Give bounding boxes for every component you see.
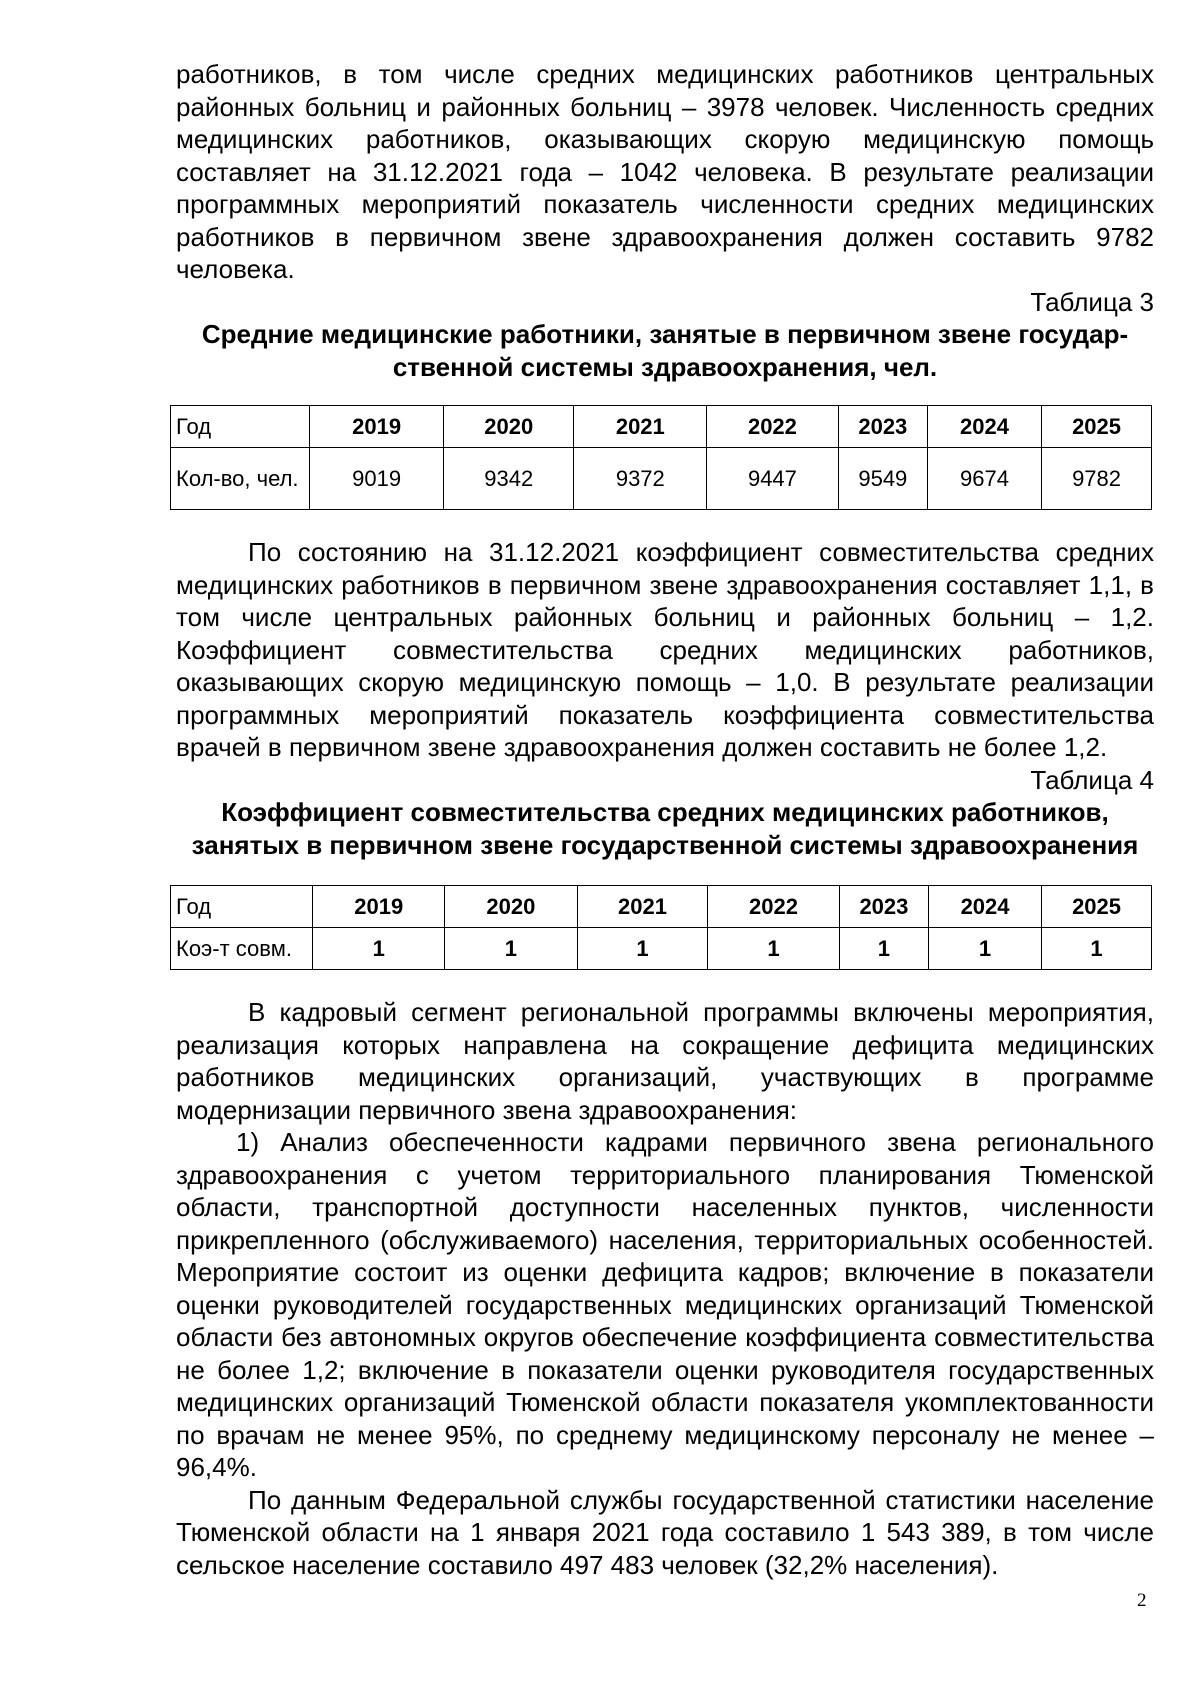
table-4-value-cell: 1 [839, 928, 928, 970]
table-3-data-row [171, 448, 1152, 510]
table-3-label: Таблица 3 [1030, 286, 1154, 317]
table-4-data-row [171, 928, 1152, 970]
table-4-title-line2: занятых в первичном звене государственной системы здравоохранения [191, 829, 1139, 860]
paragraph-measures: В кадровый сегмент региональной программы включены мероприятия, реализация которых направлена на сокращение дефицита медицинских работников медицинских организаций, участвующих в программе модернизации первичного звена здравоохранения: [176, 997, 1154, 1125]
table-3-value-cell: 9447 [707, 448, 839, 510]
table-3-header-row [171, 406, 1152, 448]
table-3-value-cell: 9372 [574, 448, 707, 510]
table-4 [170, 885, 1152, 970]
table-3-title-line2: ственной системы здравоохранения, чел. [392, 351, 938, 382]
table-4-value-cell: 1 [577, 928, 708, 970]
table-4-value-cell: 1 [445, 928, 578, 970]
paragraph-population: По данным Федеральной службы государственной статистики население Тюменской области на 1 января 2021 года составило 1 543 389, в том числе сельское население составило 497 483 человек (32,2% населения). [176, 1484, 1154, 1580]
table-3-header-cell: 2020 [443, 406, 574, 448]
table-4-title [176, 796, 1154, 861]
page-number: 2 [1137, 1590, 1147, 1611]
table-4-label: Таблица 4 [1030, 764, 1154, 795]
table-4-header-cell: 2021 [577, 886, 708, 928]
table-3-title-line1: Средние медицинские работники, занятые в первичном звене государ- [201, 319, 1129, 349]
table-3-header-cell: Год [171, 406, 310, 448]
table-4-header-cell: Год [171, 886, 313, 928]
table-4-header-cell: 2019 [313, 886, 445, 928]
table-3 [170, 405, 1152, 510]
table-3-header-cell: 2024 [927, 406, 1041, 448]
table-4-header-row [171, 886, 1152, 928]
paragraph-staff-numbers: работников, в том числе средних медицинских работников центральных районных больниц и районных больниц – 3978 человек. Численность средних медицинских работников, оказывающих скорую медицинскую помощь составляет на 31.12.2021 года – 1042 человека. В результате реализации программных мероприятий показатель численности средних медицинских работников в первичном звене здравоохранения должен составить 9782 человека. [176, 59, 1154, 284]
paragraph-measure-1: 1) Анализ обеспеченности кадрами первичного звена регионального здравоохранения с учетом территориального планирования Тюменской области, транспортной доступности населенных пунктов, численности прикрепленного (обслуживаемого) населения, территориальных особенностей. Мероприятие состоит из оценки дефицита кадров; включение в показатели оценки руководителей государственных медицинских организаций Тюменской области без автономных округов обеспечение коэффициента совместительства не более 1,2; включение в показатели оценки руководителя государственных медицинских организаций Тюменской области показателя укомплектованности по врачам не менее 95%, по среднему медицинскому персоналу не менее – 96,4%. [176, 1127, 1154, 1482]
table-3-header-cell: 2023 [838, 406, 927, 448]
table-3-row-label: Кол-во, чел. [171, 448, 310, 510]
table-3-value-cell: 9782 [1042, 448, 1152, 510]
table-4-value-cell: 1 [708, 928, 840, 970]
table-3-value-cell: 9674 [927, 448, 1041, 510]
table-4-header-cell: 2022 [708, 886, 840, 928]
table-4-row-label: Коэ-т совм. [171, 928, 313, 970]
table-4-header-cell: 2023 [839, 886, 928, 928]
table-3-header-cell: 2021 [574, 406, 707, 448]
table-3-header-cell: 2022 [707, 406, 839, 448]
document-page [176, 58, 1154, 1581]
table-4-header-cell: 2024 [929, 886, 1042, 928]
table-4-header-cell: 2020 [445, 886, 578, 928]
table-3-value-cell: 9342 [443, 448, 574, 510]
table-3-value-cell: 9549 [838, 448, 927, 510]
table-4-value-cell: 1 [929, 928, 1042, 970]
table-3-header-cell: 2019 [310, 406, 444, 448]
table-3-header-cell: 2025 [1042, 406, 1152, 448]
paragraph-coefficient: По состоянию на 31.12.2021 коэффициент совместительства средних медицинских работников в первичном звене здравоохранения составляет 1,1, в том числе центральных районных больниц и районных больниц – 1,2. Коэффициент совместительства средних медицинских работников, оказывающих скорую медицинскую помощь – 1,0. В результате реализации программных мероприятий показатель коэффициента совместительства врачей в первичном звене здравоохранения должен составить не более 1,2. [176, 537, 1154, 762]
table-3-value-cell: 9019 [310, 448, 444, 510]
table-4-value-cell: 1 [313, 928, 445, 970]
table-3-title [176, 318, 1154, 383]
table-4-title-line1: Коэффициент совместительства средних медицинских работников, [221, 797, 1109, 827]
table-4-header-cell: 2025 [1042, 886, 1152, 928]
table-4-value-cell: 1 [1042, 928, 1152, 970]
